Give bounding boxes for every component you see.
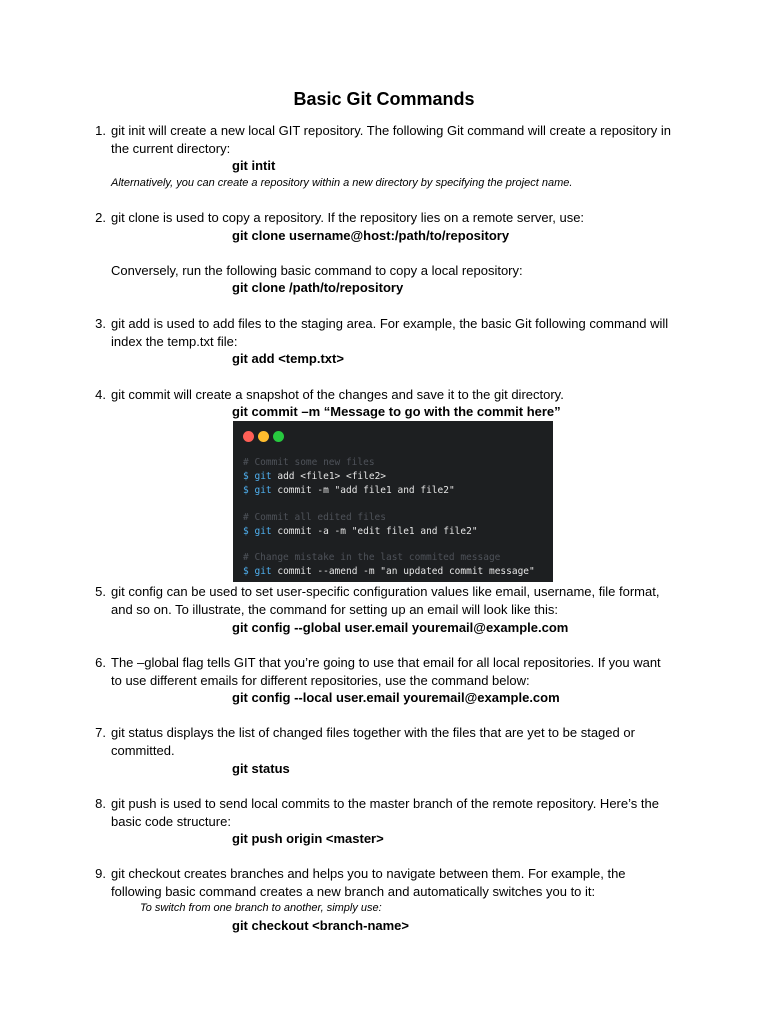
git-keyword: git: [254, 471, 272, 482]
item-note: To switch from one branch to another, simply use:: [140, 902, 382, 914]
terminal-command-text: commit --amend -m "an updated commit message": [271, 566, 535, 577]
terminal-screenshot: [233, 421, 553, 582]
item-number: 1.: [95, 123, 106, 138]
terminal-comment: # Commit some new files: [243, 457, 375, 468]
command-code: git intit: [232, 158, 276, 173]
item-number: 6.: [95, 655, 106, 670]
item-number: 2.: [95, 210, 106, 225]
item-number: 9.: [95, 866, 106, 881]
terminal-comment: # Change mistake in the last commited message: [243, 552, 501, 563]
command-code: git config --global user.email youremail@example.com: [232, 620, 569, 635]
terminal-command-line: [243, 485, 455, 497]
git-keyword: git: [254, 566, 272, 577]
item-number: 7.: [95, 725, 106, 740]
item-text: git clone is used to copy a repository. If the repository lies on a remote server, use:: [111, 210, 585, 225]
item-text: git push is used to send local commits to the master branch of the remote repository. Here’s the basic code structure:: [111, 796, 659, 829]
command-code: git commit –m “Message to go with the commit here”: [232, 404, 561, 419]
terminal-command-line: [243, 566, 535, 578]
command-code: git status: [232, 761, 290, 776]
item-text: git init will create a new local GIT repository. The following Git command will create a repository in the current directory:: [111, 123, 671, 156]
item-text: git config can be used to set user-specific configuration values like email, username, file format, and so on. To illustrate, the command for setting up an email will look like this:: [111, 584, 660, 617]
command-code: git clone /path/to/repository: [232, 280, 404, 295]
terminal-command-line: [243, 471, 386, 483]
command-code: git push origin <master>: [232, 831, 384, 846]
item-text: git checkout creates branches and helps you to navigate between them. For example, the following basic command creates a new branch and automatically switches you to it:: [111, 866, 626, 899]
item-number: 8.: [95, 796, 106, 811]
prompt-symbol: $: [243, 526, 249, 537]
terminal-command-line: [243, 526, 478, 538]
terminal-command-text: commit -a -m "edit file1 and file2": [271, 526, 478, 537]
prompt-symbol: $: [243, 566, 249, 577]
item-note: Alternatively, you can create a repository within a new directory by specifying the project name.: [111, 177, 573, 189]
item-text-secondary: Conversely, run the following basic command to copy a local repository:: [111, 263, 523, 278]
git-keyword: git: [254, 526, 272, 537]
command-code: git checkout <branch-name>: [232, 918, 409, 933]
item-text: git commit will create a snapshot of the changes and save it to the git directory.: [111, 387, 564, 402]
item-text: git status displays the list of changed files together with the files that are yet to be staged or committed.: [111, 725, 635, 758]
minimize-dot-icon: [258, 431, 269, 442]
terminal-comment: # Commit all edited files: [243, 512, 386, 523]
prompt-symbol: $: [243, 471, 249, 482]
command-code: git config --local user.email youremail@example.com: [232, 690, 560, 705]
terminal-command-text: add <file1> <file2>: [271, 471, 387, 482]
document-title: Basic Git Commands: [293, 89, 475, 109]
close-dot-icon: [243, 431, 254, 442]
item-number: 3.: [95, 316, 106, 331]
command-code: git clone username@host:/path/to/repository: [232, 228, 510, 243]
maximize-dot-icon: [273, 431, 284, 442]
item-number: 4.: [95, 387, 106, 402]
prompt-symbol: $: [243, 485, 249, 496]
item-text: The –global flag tells GIT that you’re going to use that email for all local repositories. If you want to use different emails for different repositories, use the command below:: [111, 655, 661, 688]
command-code: git add <temp.txt>: [232, 351, 344, 366]
item-number: 5.: [95, 584, 106, 599]
item-text: git add is used to add files to the staging area. For example, the basic Git following command will index the temp.txt file:: [111, 316, 669, 349]
git-keyword: git: [254, 485, 272, 496]
terminal-command-text: commit -m "add file1 and file2": [271, 485, 455, 496]
